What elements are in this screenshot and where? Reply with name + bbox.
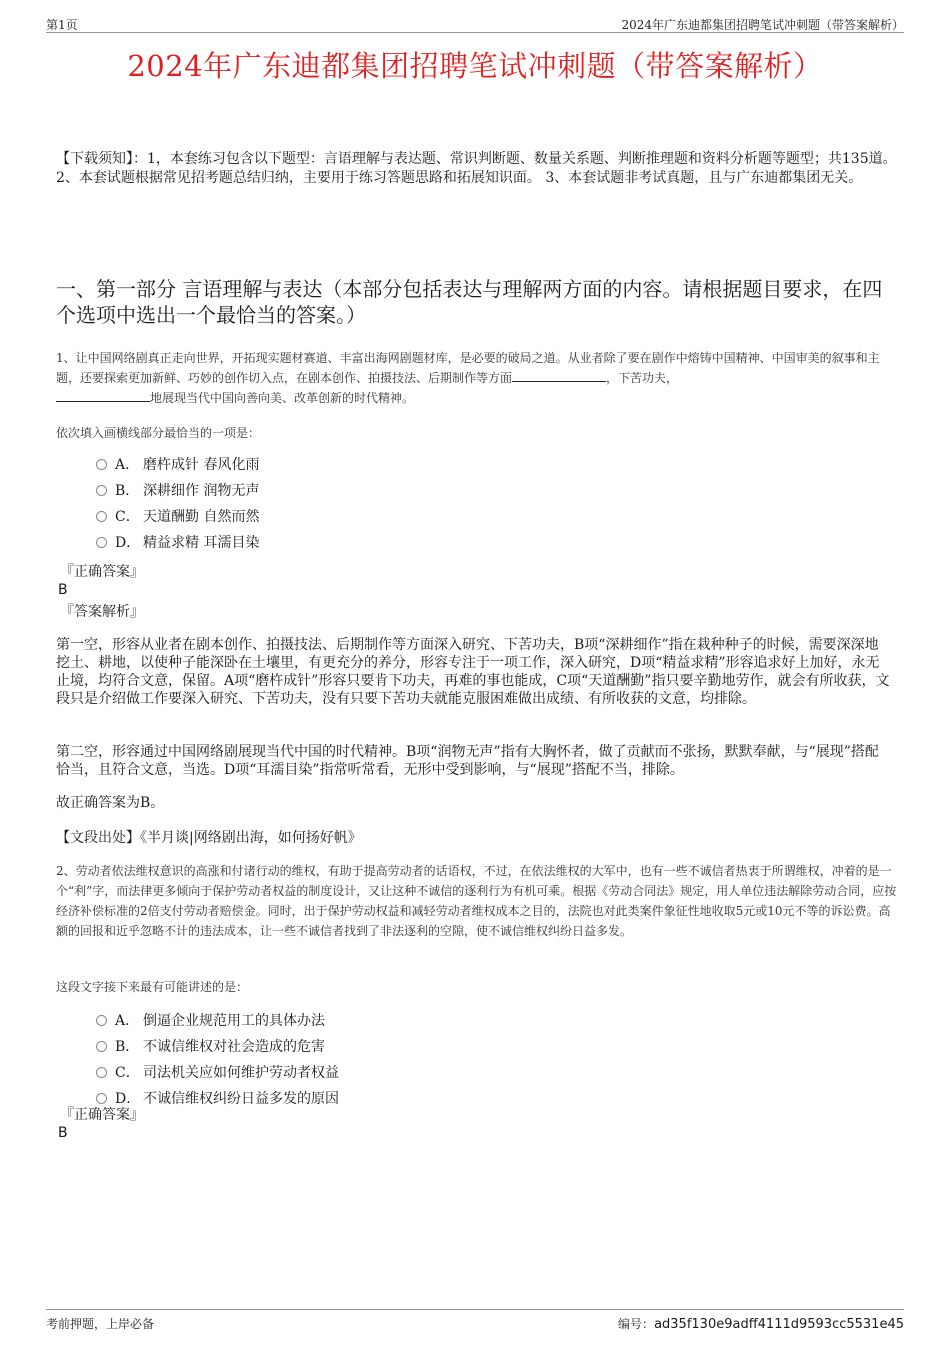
- source-note: 【文段出处】《半月谈|网络剧出海，如何扬好帆》: [56, 830, 362, 846]
- page-header: [46, 14, 904, 33]
- radio-icon[interactable]: [96, 537, 107, 548]
- page-footer: [46, 1309, 904, 1332]
- option-b[interactable]: B． 不诚信维权对社会造成的危害: [96, 1034, 339, 1060]
- header-doc-title: 2024年广东迪都集团招聘笔试冲刺题（带答案解析）: [621, 18, 904, 32]
- option-d[interactable]: D． 不诚信维权纠纷日益多发的原因: [96, 1086, 339, 1112]
- question-2-options: [96, 1008, 339, 1112]
- question-1-stem: 1、让中国网络剧真正走向世界，开拓现实题材赛道、丰富出海网剧题材库，是必要的破局之道。从业者除了要在剧作中熔铸中国精神、中国审美的叙事和主题，还要探索更加新鲜、巧妙的创作切入点，在剧本创作、拍摄技法、后期制作等方面 ，下苦功夫， 地展现当代中国向善向美、改革创新的时代精神。: [56, 351, 880, 405]
- question-1-prompt: 依次填入画横线部分最恰当的一项是：: [56, 426, 261, 440]
- fill-blank-2: [56, 390, 150, 402]
- answer-value: B: [58, 1125, 68, 1141]
- option-a[interactable]: A． 磨杵成针 春风化雨: [96, 452, 259, 478]
- footer-slogan: 考前押题，上岸必备: [46, 1317, 155, 1331]
- question-2-stem: 2、劳动者依法维权意识的高涨和付诸行动的维权，有助于提高劳动者的话语权，不过，在依法维权的大军中，也有一些不诚信者热衷于所谓维权，冲着的是一个“利”字，而法律更多倾向于保护劳动者权益的制度设计，又让这种不诚信的逐利行为有机可乘。根据《劳动合同法》规定，用人单位违法解除劳动合同，应按经济补偿标准的2倍支付劳动者赔偿金。同时，出于保护劳动权益和减轻劳动者维权成本之目的，法院也对此类案件象征性地收取5元或10元不等的诉讼费。高额的回报和近乎忽略不计的违法成本，让一些不诚信者找到了非法逐利的空隙，使不诚信维权纠纷日益多发。: [56, 864, 897, 938]
- option-d[interactable]: D． 精益求精 耳濡目染: [96, 530, 259, 556]
- radio-icon[interactable]: [96, 459, 107, 470]
- radio-icon[interactable]: [96, 511, 107, 522]
- analysis-paragraph-2: 第二空，形容通过中国网络剧展现当代中国的时代精神。B项“润物无声”指有大胸怀者，做了贡献而不张扬，默默奉献，与“展现”搭配恰当，且符合文意，当选。D项“耳濡目染”指常听常看，无形中受到影响，与“展现”搭配不当，排除。: [56, 744, 879, 778]
- option-c[interactable]: C． 天道酬勤 自然而然: [96, 504, 259, 530]
- analysis-conclusion: 故正确答案为B。: [56, 795, 165, 811]
- fill-blank-1: [512, 370, 606, 382]
- page-number: 第1页: [46, 18, 78, 32]
- answer-value: B: [58, 582, 68, 598]
- option-b[interactable]: B． 深耕细作 润物无声: [96, 478, 259, 504]
- radio-icon[interactable]: [96, 485, 107, 496]
- document-code: 编号：ad35f130e9adff4111d9593cc5531e45: [618, 1317, 904, 1332]
- answer-label: 『正确答案』: [60, 1107, 144, 1123]
- option-c[interactable]: C． 司法机关应如何维护劳动者权益: [96, 1060, 339, 1086]
- radio-icon[interactable]: [96, 1067, 107, 1078]
- question-2-prompt: 这段文字接下来最有可能讲述的是：: [56, 980, 249, 994]
- option-a[interactable]: A． 倒逼企业规范用工的具体办法: [96, 1008, 339, 1034]
- radio-icon[interactable]: [96, 1041, 107, 1052]
- analysis-paragraph-1: 第一空，形容从业者在剧本创作、拍摄技法、后期制作等方面深入研究、下苦功夫，B项“深耕细作”指在栽种种子的时候，需要深深地挖土、耕地，以使种子能深卧在土壤里，有更充分的养分，形容专注于一项工作，深入研究，D项“精益求精”形容追求好上加好，永无止境，均符合文意，保留。A项“磨杵成针”形容只要肯下功夫，再难的事也能成，C项“天道酬勤”指只要辛勤地劳作，就会有所收获，文段只是介绍做工作要深入研究、下苦功夫，没有只要下苦功夫就能克服困难做出成绩、有所收获的文意，均排除。: [56, 637, 890, 707]
- download-notice: 【下载须知】：1，本套练习包含以下题型：言语理解与表达题、常识判断题、数量关系题、判断推理题和资料分析题等题型；共135道。 2、本套试题根据常见招考题总结归纳，主要用于练习答题思路和拓展知识面。 3、本套试题非考试真题，且与广东迪都集团无关。: [56, 151, 897, 186]
- radio-icon[interactable]: [96, 1093, 107, 1104]
- analysis-label: 『答案解析』: [60, 604, 144, 620]
- question-1-options: [96, 452, 259, 556]
- section-title: 一、第一部分 言语理解与表达（本部分包括表达与理解两方面的内容。请根据题目要求，在四个选项中选出一个最恰当的答案。）: [56, 277, 883, 327]
- answer-label: 『正确答案』: [60, 564, 144, 580]
- document-title: 2024年广东迪都集团招聘笔试冲刺题（带答案解析）: [127, 49, 823, 83]
- radio-icon[interactable]: [96, 1015, 107, 1026]
